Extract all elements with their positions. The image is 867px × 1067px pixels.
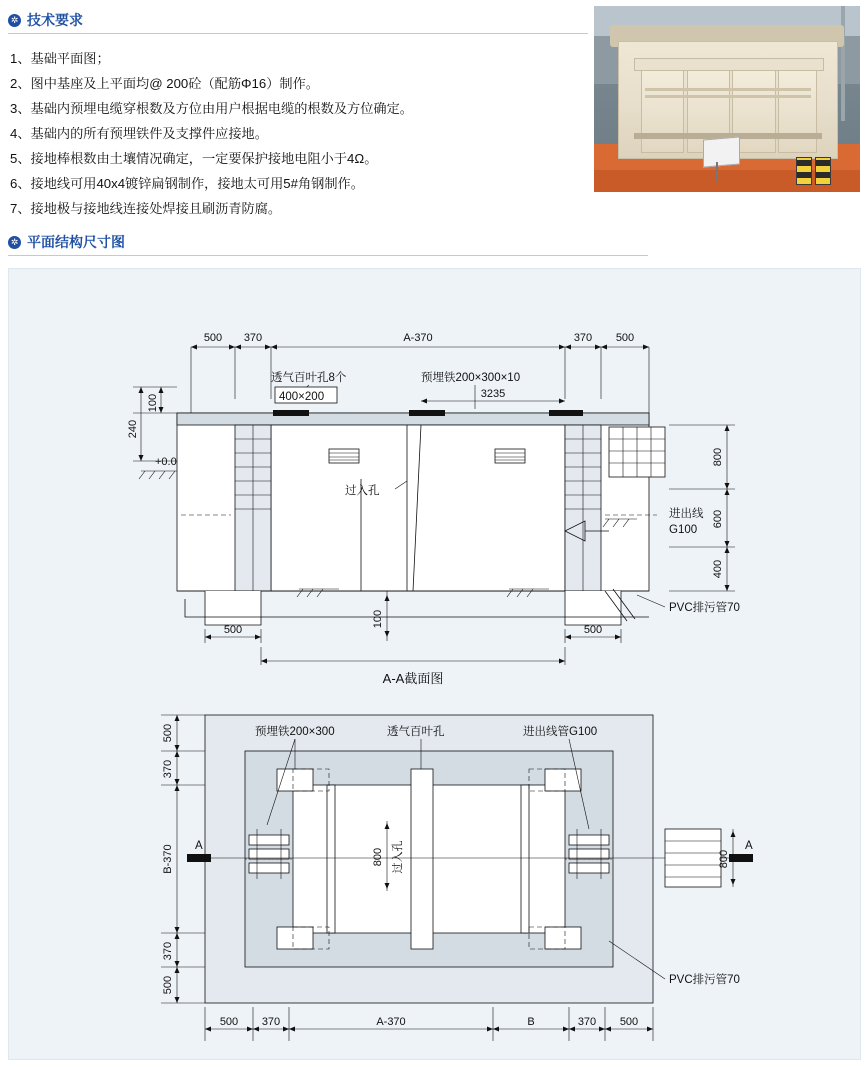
embedded-plate [273,410,309,416]
list-item: 7、接地极与接地线连接处焊接且刷沥青防腐。 [10,201,282,216]
plan-dim-left-3: B-370 [162,844,174,874]
dim-left-240: 240 [127,419,139,439]
label-cable-line-code: G100 [669,524,698,536]
label-embed-iron: 预埋铁200×300×10 [421,372,521,384]
plan-corner-post [545,769,581,791]
tech-requirements-list [10,46,588,221]
dim-top-3: A-370 [403,332,433,344]
dim-bottom-500-right: 500 [583,624,603,636]
plan-dim-left-4: 370 [162,941,174,961]
plan-label-pvc: PVC排污管70 [669,974,740,986]
plan-corner-post [277,927,313,949]
dim-right-400: 400 [712,559,724,579]
brick-hatch-right [609,427,665,477]
photo-vent [645,95,811,98]
plan-dim-bottom-4: B [527,1016,535,1028]
tech-requirements-block [8,10,588,221]
dim-left-100: 100 [147,393,159,413]
list-item: 3、基础内预埋电缆穿根数及方位由用户根据电缆的根数及方位确定。 [10,101,413,116]
plan-drawing-block [8,232,648,256]
louver-symbol [495,449,525,463]
list-item: 5、接地棒根数由土壤情况确定，一定要保护接地电阻小于4Ω。 [10,151,378,166]
photo-bollard [796,157,812,185]
plan-mark-a-right: A [745,840,753,852]
plan-corner-post [277,769,313,791]
plan-title: 平面结构尺寸图 [27,234,125,250]
plan-inner-text: 过入孔 [392,840,404,874]
louver-symbol [329,449,359,463]
dim-bottom-100: 100 [372,609,384,629]
label-entry-hole: 过入孔 [345,485,380,497]
level-label: +0.0 [155,456,177,468]
cable-pipe-cluster-left [249,829,289,879]
dim-top-2: 370 [243,332,263,344]
plan-dim-left-2: 370 [162,759,174,779]
plan-dim-bottom-2: 370 [261,1016,281,1028]
plan-dim-bottom-6: 500 [619,1016,639,1028]
section-view-group [127,332,740,686]
photo-vent [645,88,811,91]
plan-dim-inner-800: 800 [372,847,384,867]
list-item: 1、基础平面图； [10,51,110,66]
list-item: 6、接地线可用40x4镀锌扁钢制作，接地太可用5#角钢制作。 [10,176,364,191]
embedded-plate [409,410,445,416]
photo-pole [841,6,845,121]
photo-sign [703,136,740,167]
plan-dim-left-1: 500 [162,723,174,743]
heading-divider [8,255,648,256]
section-caption: A-A截面图 [382,671,444,686]
dim-top-1: 500 [203,332,223,344]
photo-door [778,70,817,153]
list-item: 4、基础内的所有预埋铁件及支撑件应接地。 [10,126,268,141]
dim-span-3235: 3235 [480,388,506,400]
dim-top-4: 370 [573,332,593,344]
plan-view-group [161,715,753,1041]
right-hatch-detail [665,829,721,887]
label-cable-line: 进出线 [669,508,704,520]
plan-dim-bottom-1: 500 [219,1016,239,1028]
label-louver: 透气百叶孔8个 [271,372,347,384]
embedded-plate [549,410,583,416]
photo-sign-post [716,162,718,181]
gear-icon: ✲ [8,14,21,27]
plan-mark-a-left: A [195,840,203,852]
dim-bottom-500-left: 500 [223,624,243,636]
plan-rib [327,785,335,933]
plan-dim-right-800: 800 [718,849,730,869]
photo-cabinet-top [634,58,824,70]
plan-beam [411,769,433,949]
label-pvc: PVC排污管70 [669,602,740,614]
plan-corner-post [545,927,581,949]
cable-pipe-cluster-right [569,829,609,879]
tech-requirements-title: 技术要求 [27,12,83,28]
drawing-canvas [8,268,861,1060]
plan-dim-bottom-5: 370 [577,1016,597,1028]
plan-label-louver: 透气百叶孔 [387,726,445,738]
plan-label-cable-pipe: 进出线管G100 [523,726,598,738]
gear-icon: ✲ [8,236,21,249]
plan-rib [521,785,529,933]
heading-divider [8,33,588,34]
label-louver-size: 400×200 [279,391,325,403]
plan-label-embed-iron: 预埋铁200×300 [255,726,335,738]
dim-right-800: 800 [712,447,724,467]
dim-right-600: 600 [712,509,724,529]
plan-dim-bottom-3: A-370 [376,1016,406,1028]
list-item: 2、图中基座及上平面均@ 200砼（配筋Φ16）制作。 [10,76,319,91]
tech-requirements-heading [8,10,588,30]
photo-door [641,70,684,153]
photo-bollard [815,157,831,185]
dim-top-5: 500 [615,332,635,344]
plan-dim-left-5: 500 [162,975,174,995]
substation-photo [594,6,860,192]
plan-heading [8,232,648,252]
